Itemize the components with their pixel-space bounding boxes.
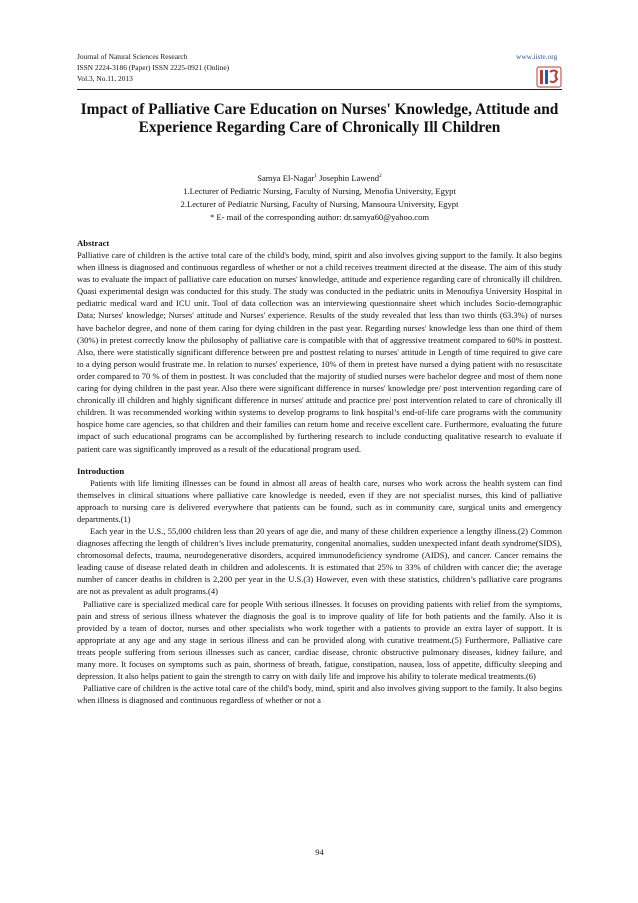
paragraph: Patients with life limiting illnesses can be found in almost all areas of health care, nurses who work across the health system can find themselves in clinical situations where palliative care knowledge is needed, even if they are not specialist nurses, this kind of palliative approach to nursing care is delivered everywhere that patients can be found, such as in community care, surgical units and emergency departments.(1) <box>77 477 562 524</box>
author-affiliation-mark: 1 <box>314 173 317 179</box>
paragraph: Palliative care of children is the active total care of the child's body, mind, spirit and also involves giving support to the family. It also begins when illness is diagnosed and continuous regardless of whether or not a <box>77 683 562 706</box>
page-number: 94 <box>315 847 324 857</box>
paper-title: Impact of Palliative Care Education on Nurses' Knowledge, Attitude and Experience Regarding Care of Chronically Ill Children <box>80 101 559 136</box>
affiliation: 2.Lecturer of Pediatric Nursing, Faculty of Nursing, Mansoura University, Egypt <box>180 198 459 209</box>
author-block <box>77 170 562 224</box>
journal-name: Journal of Natural Sciences Research <box>77 52 188 61</box>
author-line <box>77 170 562 185</box>
author-name: Josephin Lawend <box>319 172 380 183</box>
abstract-text: Palliative care of children is the active total care of the child's body, mind, spirit and also involves giving support to the family. It also begins when illness is diagnosed and continuous regardless of whether or not a child receives treatment directed at the disease. The aim of this study was to evaluate the impact of palliative care education on nurses' knowledge, attitude and experience regarding care of chronically ill children. Quasi experimental design was conducted for this study. The study was conducted in the pediatric units in Menoufiya University Hospital in pediatric medical ward and ICU unit. Tool of data collection was an interviewing questionnaire sheet which includes Socio-demographic Data; Nurses' knowledge; Nurses' attitude and Nurses' experience. Results of the study revealed that less than two thirds (63.3%) of nurses have bachelor degree, and none of them caring for dying children in the past year. Regarding nurses' knowledge less than one third of them (30%) in pretest correctly know the philosophy of palliative care is compatible with that of aggressive treatment compared to 60% in posttest. Also, there were statistically significant difference between pre and posttest relating to nurses' attitude in Length of time required to give care to a dying person would frustrate me. In relation to nurses' experience, 10% of them in pretest have nursed a dying patient with no resuscitate order compared to 70 % of them in posttest. It was concluded that the majority of studied nurses were bachelor degree and most of them none caring for dying children in the past year. Also there were significant difference in nurses' knowledge pre/ post intervention regarding care of chronically ill children and highly significant difference in nurses' attitude and practice pre/ post intervention related to care of chronically ill children. It was recommended working within systems to develop programs to link hospital’s end-of-life care programs with the community hospice home care agencies, so that children and their families can return home and receive excellent care. Furthermore, evaluating the future impact of such educational programs can be accomplished by furthering research to include conducting qualitative research to evaluate if patient care was significantly improved as a result of the educational program used. <box>77 250 562 454</box>
paragraph: Palliative care is specialized medical care for people With serious illnesses. It focuses on providing patients with relief from the symptoms, pain and stress of serious illness whatever the diagnosis the goal is to improve quality of life for both patients and the family. Also it is provided by a team of doctor, nurses and other specialists who work together with a patients to provide an extra layer of support. It is appropriate at any age and any stage in serious illness and can be provided along with curative treatment.(5) Furthermore, Palliative care treats people suffering from serious illnesses such as cancer, cardiac disease, chronic obstructive pulmonary diseases, kidney failure, and many more. It focuses on symptoms such as pain, shortness of breath, fatigue, constipation, nausea, loss of appetite, difficulty sleeping and depression. It also helps patient to gain the strength to carry on with daily life and improve his ability to tolerate medical treatments.(6) <box>77 598 562 682</box>
journal-url-link[interactable]: www.iiste.org <box>516 52 558 61</box>
affiliation: 1.Lecturer of Pediatric Nursing, Faculty of Nursing, Menofia University, Egypt <box>183 185 456 196</box>
introduction-heading: Introduction <box>77 465 125 476</box>
paper-body <box>77 237 562 706</box>
journal-volume: Vol.3, No.11, 2013 <box>77 74 133 83</box>
iiste-logo <box>536 66 562 88</box>
author-name: Samya El-Nagar <box>257 172 315 183</box>
corresponding-email: * E- mail of the corresponding author: dr.samya60@yahoo.com <box>209 211 430 222</box>
journal-issn: ISSN 2224-3186 (Paper) ISSN 2225-0921 (Online) <box>77 63 230 72</box>
author-affiliation-mark: 2 <box>379 173 382 179</box>
header-divider <box>77 89 562 90</box>
paragraph: Each year in the U.S., 55,000 children less than 20 years of age die, and many of these children experience a lengthy illness.(2) Common diagnoses affecting the length of children’s lives include prematurity, congenital anomalies, sudden unexpected infant death syndrome(SIDS), chromosomal defects, trauma, neurodegenerative disorders, acquired immunodeficiency syndrome (AIDS), and cancer. Cancer remains the leading cause of disease related death in children and adolescents. It is estimated that 25% to 33% of children with cancer die; the average number of cancer deaths in children is 2,200 per year in the U.S.(3) However, even with these statistics, children’s palliative care programs are not as prevalent as adult programs.(4) <box>77 525 562 597</box>
abstract-heading: Abstract <box>77 238 110 248</box>
